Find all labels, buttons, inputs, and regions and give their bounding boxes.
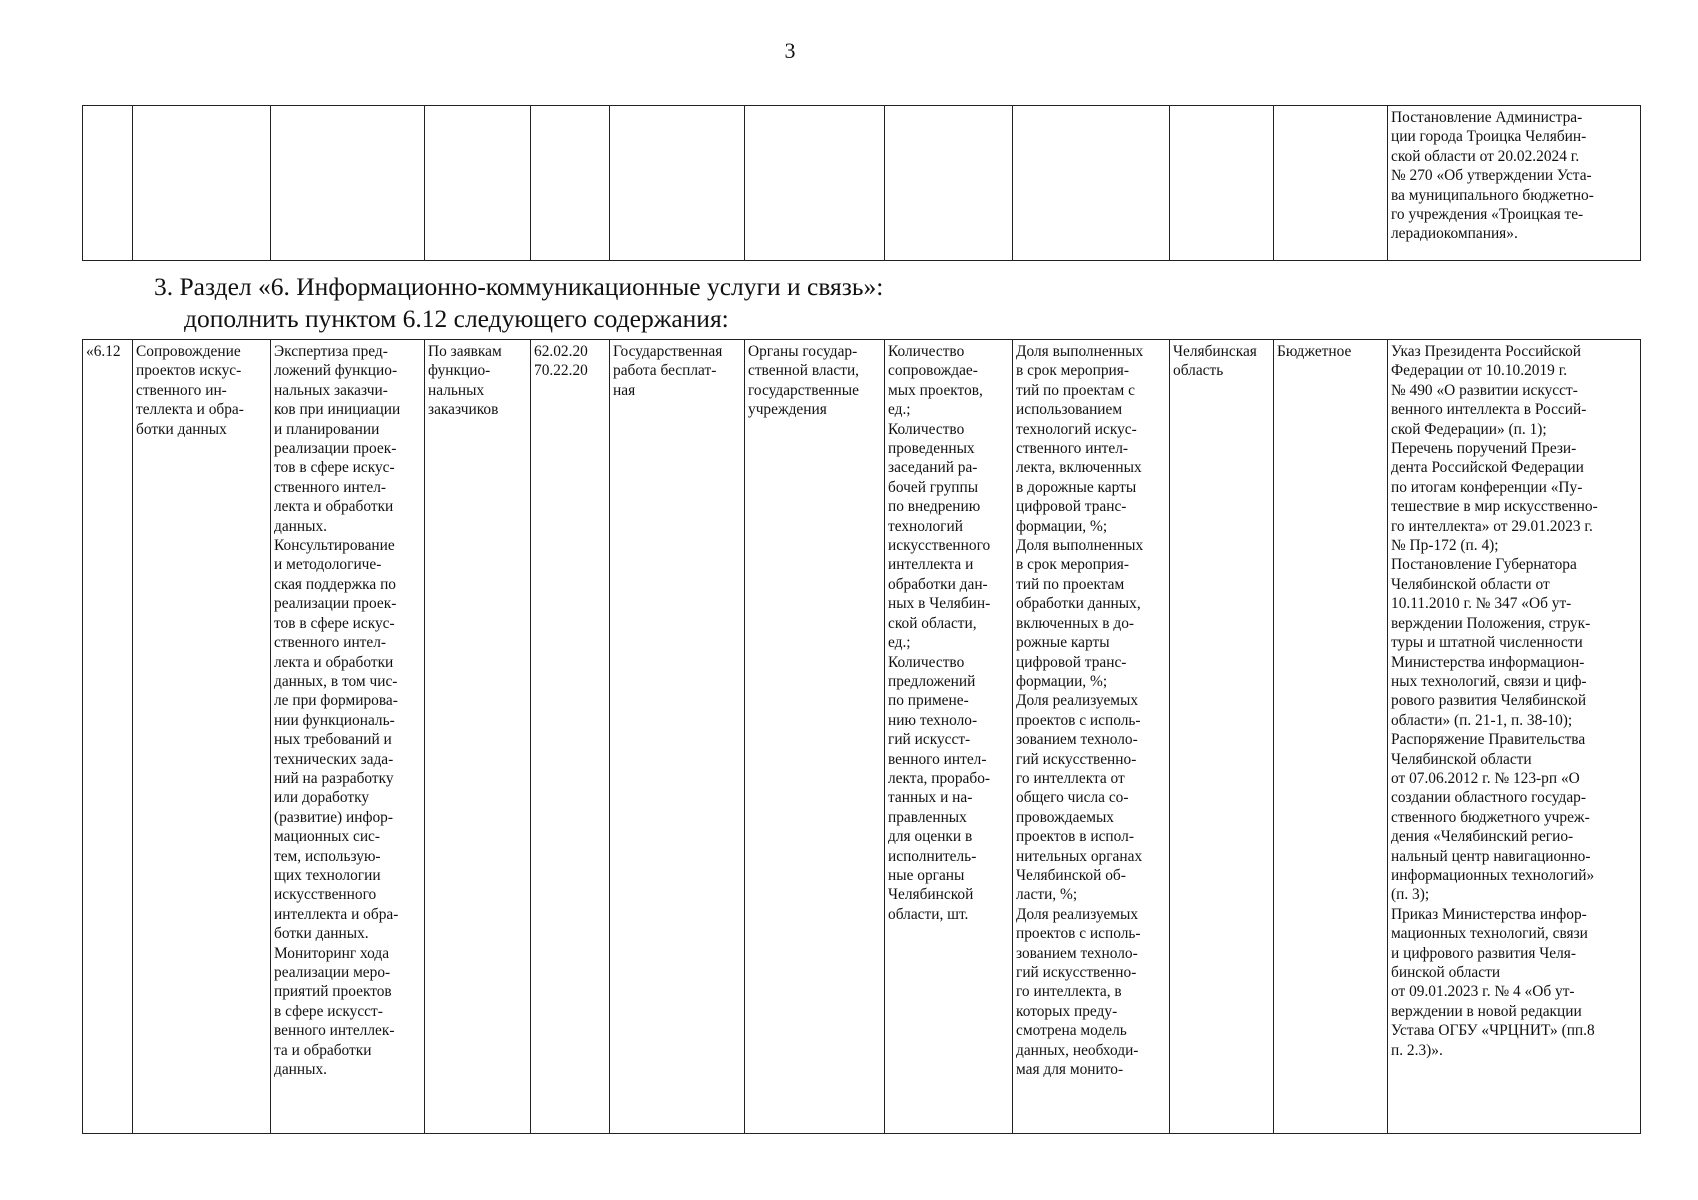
legal-basis-text: Постановление Администра- ции города Троицка Челябин- ской области от 20.02.2024 г. № 270 «Об утверждении Уста- ва муниципального бюджетно- го учреждения «Троицкая те- лерадиокомпания».	[1391, 109, 1594, 243]
table-cell	[1170, 106, 1274, 261]
volume-indicators-cell	[885, 340, 1013, 1134]
conditions-cell	[425, 340, 531, 1134]
section-heading: 3. Раздел «6. Информационно-коммуникационные услуги и связь»:	[154, 272, 884, 301]
section-subheading: дополнить пунктом 6.12 следующего содержания:	[184, 304, 729, 333]
table-cell	[271, 106, 425, 261]
page-number: 3	[784, 38, 796, 63]
table-cell	[83, 106, 133, 261]
table-cell	[133, 106, 271, 261]
table-row	[83, 340, 1641, 1134]
table-cell	[531, 106, 610, 261]
institution-type-cell	[1274, 340, 1388, 1134]
item-number-cell	[83, 340, 133, 1134]
volume-indicators: Количество сопровождае- мых проектов, ед.; Количество проведенных заседаний ра- бочей группы по внедрению технологий искусственного интеллекта и обработки дан- ных в Челябин- ской области, ед.; Количество предложений по применe- нию техноло- гий искусст- венного интел- лекта, прорабо- танных и на- правленных для оценки в исполнитель- ные органы Челябинской области, шт.	[888, 343, 991, 923]
service-content: Экспертиза пред- ложений функцио- нальных заказчи- ков при инициации и планировании реализации проек- тов в сфере искус- ственного интел- лекта и обработки данных. Консультирование и методологиче- ская поддержка по реализации проек- тов в сфере искус- ственного интел- лекта и обработки данных, в том чис- ле при формирова- нии функциональ- ных требований и технических зада- ний на разработку или доработку (развитие) инфор- мационных сис- тем, использую- щих технологии искусственного интеллекта и обра- ботки данных. Мониторинг хода реализации меро- приятий проектов в сфере искусст- венного интеллек- та и обработки данных.	[274, 343, 401, 1079]
institution-type: Бюджетное	[1277, 343, 1352, 360]
quality-indicators-cell	[1013, 340, 1170, 1134]
region: Челябинская область	[1173, 343, 1257, 380]
table-cell	[745, 106, 885, 261]
table-cell	[1274, 106, 1388, 261]
table-cell	[425, 106, 531, 261]
table-row	[83, 106, 1641, 261]
continued-table	[82, 105, 1641, 261]
service-name: Сопровождение проектов искус- ственного ин- теллекта и обра- ботки данных	[136, 343, 244, 438]
services-table	[82, 339, 1641, 1134]
legal-basis-cell	[1388, 340, 1641, 1134]
service-content-cell	[271, 340, 425, 1134]
table-cell	[885, 106, 1013, 261]
work-type: Государственная работа бесплат- ная	[613, 343, 723, 399]
service-name-cell	[133, 340, 271, 1134]
legal-basis-cell	[1388, 106, 1641, 261]
table-cell	[610, 106, 745, 261]
okved-cell	[531, 340, 610, 1134]
okved-codes: 62.02.20 70.22.20	[534, 343, 588, 380]
consumers-cell	[745, 340, 885, 1134]
quality-indicators: Доля выполненных в срок мероприя- тий по проектам с использованием технологий искус- ственного интел- лекта, включенных в дорожные карты цифровой транс- формации, %; Доля выполненных в срок мероприя- тий по проектам обработки данных, включенных в до- рожные карты цифровой транс- формации, %; Доля реализуемых проектов с исполь- зованием техноло- гий искусственно- го интеллекта от общего числа со- провождаемых проектов в испол- нительных органах Челябинской об- ласти, %; Доля реализуемых проектов с исполь- зованием техноло- гий искусственно- го интеллекта, в которых преду- смотрена модель данных, необходи- мая для монито-	[1016, 343, 1144, 1079]
legal-basis-text: Указ Президента Российской Федерации от 10.10.2019 г. № 490 «О развитии искусст- венного интеллекта в Россий- ской Федерации» (п. 1); Перечень поручений Прези- дента Российской Федерации по итогам конференции «Пу- тешествие в мир искусственно- го интеллекта» от 29.01.2023 г. № Пр-172 (п. 4); Постановление Губернатора Челябинской области от 10.11.2010 г. № 347 «Об ут- верждении Положения, струк- туры и штатной численности Министерства информацион- ных технологий, связи и циф- рового развития Челябинской области» (п. 21-1, п. 38-10); Распоряжение Правительства Челябинской области от 07.06.2012 г. № 123-рп «О создании областного государ- ственного бюджетного учреж- дения «Челябинский регио- нальный центр навигационно- информационных технологий» (п. 3); Приказ Министерства инфор- мационных технологий, связи и цифрового развития Челя- бинской области от 09.01.2023 г. № 4 «Об ут- верждении в новой редакции Устава ОГБУ «ЧРЦНИТ» (пп.8 п. 2.3)».	[1391, 343, 1598, 1059]
table-cell	[1013, 106, 1170, 261]
conditions: По заявкам функцио- нальных заказчиков	[428, 343, 502, 419]
work-type-cell	[610, 340, 745, 1134]
region-cell	[1170, 340, 1274, 1134]
consumers: Органы государ- ственной власти, государственные учреждения	[748, 343, 860, 419]
item-number: «6.12	[86, 343, 121, 360]
